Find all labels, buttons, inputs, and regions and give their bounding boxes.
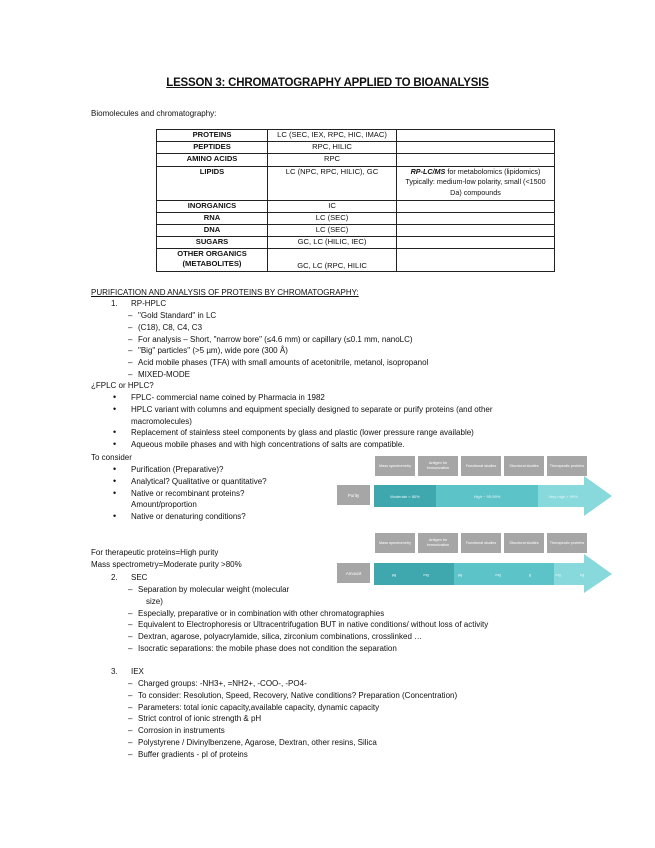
fplc-list — [131, 392, 493, 451]
list-item: Amount/proportion — [131, 500, 197, 510]
list-item: • HPLC variant with columns and equipment specially designed to separate or purify proteins (and other — [131, 404, 493, 416]
table-cell: RPC — [268, 154, 397, 166]
list-item: – Separation by molecular weight (molecular — [138, 584, 488, 596]
table-cell — [397, 237, 555, 249]
list-item: – Parameters: total ionic capacity,available capacity, dynamic capacity — [138, 702, 457, 714]
segment-label: mg — [423, 571, 429, 577]
diagram-box: Functional studies — [461, 533, 501, 553]
table-cell: INORGANICS — [157, 200, 268, 212]
segment-label: mg — [555, 571, 561, 577]
table-row — [157, 224, 555, 236]
table-cell: GC, LC (HILIC, IEC) — [268, 237, 397, 249]
table-cell — [397, 224, 555, 236]
list-item: • Replacement of stainless steel components by glass and plastic (lower pressure range available) — [131, 427, 493, 439]
iex-title: IEX — [131, 667, 144, 676]
segment-label: kg — [579, 571, 585, 577]
list-item: – For analysis – Short, "narrow bore" (≤4.6 mm) or capillary (≤0.1 mm, nanoLC) — [138, 334, 428, 346]
table-row — [157, 200, 555, 212]
intro-text: Biomolecules and chromatography: — [91, 109, 217, 118]
list-item: • FPLC- commercial name coined by Pharmacia in 1982 — [131, 392, 493, 404]
list-item: size) — [146, 596, 163, 606]
consider-list — [131, 464, 267, 523]
list-item: • Native or recombinant proteins? — [131, 488, 267, 500]
list-item: – Acid mobile phases (TFA) with small amounts of acetonitrile, metanol, isopropanol — [138, 357, 428, 369]
table-cell: RPC, HILIC — [268, 142, 397, 154]
table-cell — [397, 142, 555, 154]
table-cell: PEPTIDES — [157, 142, 268, 154]
amount-label: Amount — [337, 563, 370, 583]
sec-list — [138, 584, 488, 655]
table-cell: LC (SEC) — [268, 212, 397, 224]
table-cell: LC (SEC) — [268, 224, 397, 236]
diagram-box: Structural studies — [504, 456, 544, 476]
segment-label: g — [528, 571, 532, 577]
list-item: • Purification (Preparative)? — [131, 464, 267, 476]
list-item: – Buffer gradients - pI of proteins — [138, 749, 457, 761]
diagram-box: Mass spectrometry — [375, 456, 415, 476]
table-row — [157, 237, 555, 249]
diagram-box: Antigen for immunization — [418, 533, 458, 553]
table-cell: AMINO ACIDS — [157, 154, 268, 166]
consider-heading: To consider — [91, 453, 132, 462]
rphplc-list — [138, 310, 428, 381]
segment-label: µg — [457, 571, 463, 577]
segment-label: mg — [495, 571, 501, 577]
diagram-box: Antigen for immunization — [418, 456, 458, 476]
list-item: – "Gold Standard" in LC — [138, 310, 428, 322]
iex-number: 3. — [111, 667, 118, 676]
list-item: • Analytical? Qualitative or quantitative? — [131, 476, 267, 488]
list-item: – Especially, preparative or in combination with other chromatographies — [138, 608, 488, 620]
sec-title: SEC — [131, 573, 148, 582]
table-cell: LC (SEC, IEX, RPC, HIC, IMAC) — [268, 130, 397, 142]
section-heading: PURIFICATION AND ANALYSIS OF PROTEINS BY CHROMATOGRAPHY: — [91, 288, 359, 297]
table-cell: OTHER ORGANICS (METABOLITES) — [157, 249, 268, 272]
table-cell: LC (NPC, RPC, HILIC), GC — [268, 166, 397, 200]
segment-label: Very high > 99% — [548, 493, 578, 499]
table-cell — [397, 212, 555, 224]
rphplc-number: 1. — [111, 299, 118, 308]
list-item: – Charged groups: -NH3+, =NH2+, -COO-, -PO4- — [138, 678, 457, 690]
list-item: – Equivalent to Electrophoresis or Ultracentrifugation BUT in native conditions/ without loss of activity — [138, 619, 488, 631]
list-item: • Aqueous mobile phases and with high concentrations of salts are compatible. — [131, 439, 493, 451]
list-item: – Strict control of ionic strength & pH — [138, 713, 457, 725]
table-cell: DNA — [157, 224, 268, 236]
table-cell — [397, 166, 555, 200]
table-cell — [397, 154, 555, 166]
table-cell: LIPIDS — [157, 166, 268, 200]
diagram-box: Therapeutic proteins — [547, 533, 587, 553]
diagram-box: Mass spectrometry — [375, 533, 415, 553]
table-cell — [397, 200, 555, 212]
list-item: – (C18), C8, C4, C3 — [138, 322, 428, 334]
list-item: – MIXED-MODE — [138, 369, 428, 381]
segment-label: µg — [391, 571, 397, 577]
table-cell: IC — [268, 200, 397, 212]
purity-line-2: Mass spectrometry=Moderate purity >80% — [91, 560, 242, 569]
table-cell — [397, 130, 555, 142]
table-row — [157, 212, 555, 224]
rphplc-title: RP-HPLC — [131, 299, 167, 308]
table-row — [157, 154, 555, 166]
list-item: – Corrosion in instruments — [138, 725, 457, 737]
table-cell: GC, LC (RPC, HILIC — [268, 249, 397, 272]
list-item: – "Big" particles" (>5 µm), wide pore (300 Å) — [138, 345, 428, 357]
diagram-box: Structural studies — [504, 533, 544, 553]
table-row — [157, 166, 555, 200]
biomolecules-table — [156, 129, 555, 272]
list-item: – Polystyrene / Divinylbenzene, Agarose, Dextran, other resins, Silica — [138, 737, 457, 749]
diagram-box: Therapeutic proteins — [547, 456, 587, 476]
table-row — [157, 249, 555, 272]
list-item: – Isocratic separations: the mobile phase does not condition the separation — [138, 643, 488, 655]
segment-label: Moderate > 80% — [390, 493, 420, 499]
note-title: RP-LC/MS — [410, 166, 446, 176]
purity-line-1: For therapeutic proteins=High purity — [91, 548, 219, 557]
fplc-question: ¿FPLC or HPLC? — [91, 381, 154, 390]
table-row — [157, 142, 555, 154]
table-cell: RNA — [157, 212, 268, 224]
list-item: • Native or denaturing conditions? — [131, 511, 267, 523]
diagram-box: Functional studies — [461, 456, 501, 476]
note-text: for metabolomics (lipidomics) Typically: medium-low polarity, small (<1500 Da) compounds — [405, 166, 546, 197]
list-item: – Dextran, agarose, polyacrylamide, silica, zirconium combinations, crosslinked … — [138, 631, 488, 643]
segment-label: High ~ 95-99% — [473, 493, 501, 499]
table-row — [157, 130, 555, 142]
table-cell: PROTEINS — [157, 130, 268, 142]
iex-list — [138, 678, 457, 761]
page-title: LESSON 3: CHROMATOGRAPHY APPLIED TO BIOANALYSIS — [166, 77, 489, 89]
table-cell — [397, 249, 555, 272]
list-item: – To consider: Resolution, Speed, Recovery, Native conditions? Preparation (Concentration) — [138, 690, 457, 702]
purity-label: Purity — [337, 485, 370, 505]
sec-number: 2. — [111, 573, 118, 582]
list-item: macromolecules) — [131, 416, 192, 426]
table-cell: SUGARS — [157, 237, 268, 249]
